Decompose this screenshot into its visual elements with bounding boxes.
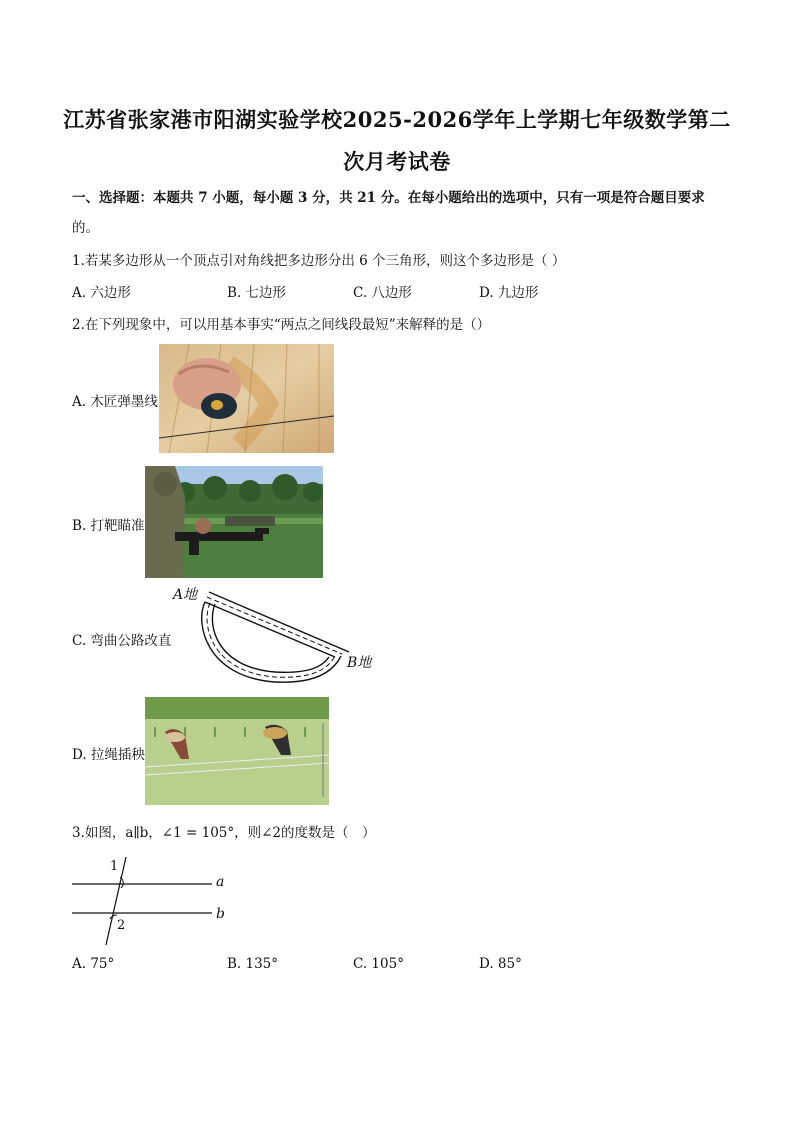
parallel-lines-diagram	[70, 855, 240, 947]
carpenter-ink-line-photo	[159, 344, 334, 453]
line-a-label: a	[216, 874, 225, 890]
q2-stem: 2.在下列现象中，可以用基本事实“两点之间线段最短”来解释的是（）	[72, 317, 491, 333]
road-label-b: B地	[347, 655, 372, 671]
section-heading: 一、选择题：本题共 7 小题，每小题 3 分，共 21 分。在每小题给出的选项中，只有一项是符合题目要求	[72, 190, 705, 206]
rice-planting-photo	[145, 697, 329, 805]
q2-option-d-label: D. 拉绳插秧	[72, 747, 145, 763]
road-label-a: A地	[173, 587, 198, 603]
q1-option-d: D. 九边形	[479, 285, 539, 301]
q1-option-a: A. 六边形	[72, 285, 131, 301]
exam-title-line1: 江苏省张家港市阳湖实验学校2025-2026学年上学期七年级数学第二	[63, 107, 731, 132]
winding-road-diagram	[165, 582, 380, 692]
q1-option-b: B. 七边形	[227, 285, 287, 301]
q3-option-d: D. 85°	[479, 956, 522, 972]
q1-option-c: C. 八边形	[353, 285, 412, 301]
q3-option-b: B. 135°	[227, 956, 279, 972]
shooting-aim-photo	[145, 466, 323, 578]
q2-option-a-label: A. 木匠弹墨线	[72, 394, 158, 410]
exam-title-line2: 次月考试卷	[343, 149, 451, 174]
angle-2-label: 2	[117, 918, 126, 933]
q3-option-c: C. 105°	[353, 956, 404, 972]
q2-option-c-label: C. 弯曲公路改直	[72, 633, 172, 649]
angle-1-label: 1	[110, 859, 119, 874]
q1-stem: 1.若某多边形从一个顶点引对角线把多边形分出 6 个三角形，则这个多边形是（ ）	[72, 253, 566, 269]
line-b-label: b	[216, 906, 225, 922]
q3-option-a: A. 75°	[72, 956, 115, 972]
q3-stem: 3.如图，a∥b，∠1 = 105°，则∠2的度数是（ ）	[72, 825, 376, 841]
section-heading-cont: 的。	[72, 220, 99, 236]
q2-option-b-label: B. 打靶瞄准	[72, 518, 145, 534]
